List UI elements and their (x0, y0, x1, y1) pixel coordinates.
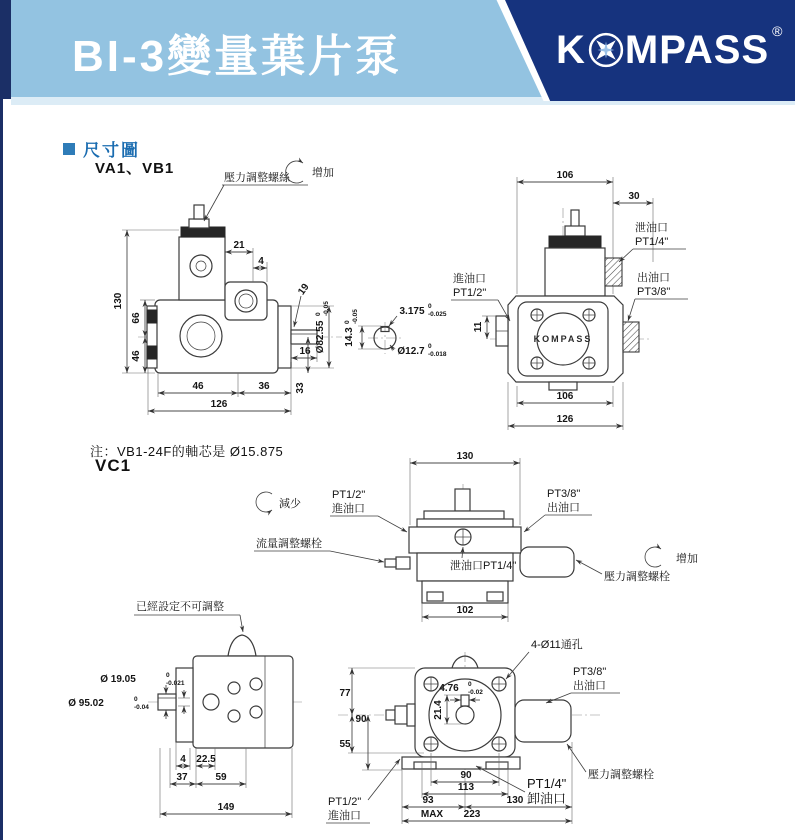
dim-21: 21 (233, 240, 245, 251)
dim-spigot-tol-top: 0 (315, 312, 322, 316)
dim-66: 66 (131, 312, 142, 324)
dim-vc1-90-left: 90 (355, 714, 367, 725)
dim-vc1-22-5: 22.5 (196, 754, 216, 765)
brand-letter-k: K (556, 28, 586, 72)
compass-icon (588, 32, 624, 68)
dim-46-bottom: 46 (192, 381, 204, 392)
label-vc1f-drain-size: PT1/4" (527, 776, 567, 791)
dim-102: 102 (456, 605, 474, 616)
label-inlet-port: 進油口 (453, 273, 486, 285)
dim-vc1-key-width-tol-bot: -0.02 (468, 689, 483, 696)
dim-126: 126 (210, 399, 228, 410)
label-outlet-port: 出油口 (637, 272, 670, 284)
dim-vc1-4: 4 (180, 754, 186, 765)
dim-4: 4 (258, 256, 264, 267)
dim-vc1-key-width: 4.76 (439, 683, 459, 694)
label-vc1f-drain: 卸油口 (527, 791, 567, 806)
pump-face-logo: KOMPASS (533, 334, 593, 344)
header-left-corner (0, 0, 11, 99)
dim-106-bottom: 106 (556, 391, 574, 402)
dim-30: 30 (628, 191, 640, 202)
dim-vc1-37: 37 (176, 772, 188, 783)
dim-vc1-shaft-dia: Ø 19.05 (100, 674, 136, 685)
dim-11: 11 (473, 321, 484, 333)
dim-vc1-spigot-tol-top: 0 (134, 696, 138, 703)
label-through-holes: 4-Ø11通孔 (531, 639, 583, 651)
label-outlet-size: PT3/8" (637, 286, 671, 298)
va1-shaft-detail (344, 303, 447, 358)
label-vc1-outlet-size: PT3/8" (547, 488, 581, 500)
brand-letters-rest: MPASS (624, 28, 770, 72)
dim-vc1-59: 59 (215, 772, 227, 783)
label-vc1f-inlet-size: PT1/2" (328, 796, 362, 808)
dim-key-width-tol-top: 0 (428, 303, 432, 310)
dim-106-top: 106 (556, 170, 574, 181)
dim-vc1-key-height: 21.4 (433, 700, 444, 720)
dim-key-height-tol-top: 0 (344, 320, 351, 324)
dim-shaft-dia-tol-top: 0 (428, 343, 432, 350)
dim-33: 33 (295, 382, 306, 394)
vc1-front-view (326, 637, 654, 824)
note-vb1-24f: 注：VB1-24F的軸芯是 Ø15.875 (90, 444, 284, 459)
label-preset: 已經設定不可調整 (136, 601, 224, 613)
label-vc1f-outlet-size: PT3/8" (573, 666, 607, 678)
dim-16: 16 (299, 346, 311, 357)
dim-key-width-tol-bot: -0.025 (428, 311, 447, 318)
label-increase: 增加 (312, 167, 334, 179)
dim-vc1-max: MAX (420, 809, 444, 820)
vc1-top-view (254, 451, 698, 622)
dim-46-vert: 46 (131, 350, 142, 362)
dim-vc1-55: 55 (339, 739, 351, 750)
dim-spigot-tol-bot: -0.05 (323, 301, 330, 316)
dim-130-top: 130 (456, 451, 474, 462)
dim-vc1-130-bottom: 130 (506, 795, 524, 806)
dim-key-height: 14.3 (344, 327, 355, 347)
label-vc1-drain: 泄油口PT1/4" (450, 560, 517, 572)
dim-shaft-dia-tol-bot: -0.018 (428, 351, 447, 358)
label-vc1-outlet: 出油口 (547, 502, 580, 514)
label-increase-vc1: 增加 (676, 553, 698, 565)
dim-vc1-149: 149 (217, 802, 235, 813)
label-drain-port: 泄油口 (635, 222, 668, 234)
dim-vc1-spigot-tol-bot: -0.04 (134, 704, 149, 711)
label-drain-size: PT1/4" (635, 236, 669, 248)
dim-vc1-shaft-tol-top: 0 (166, 672, 170, 679)
section-title-text: 尺寸圖 (83, 141, 140, 160)
registered-mark: ® (772, 23, 784, 39)
heading-vc1: VC1 (95, 456, 132, 475)
dim-shaft-dia: Ø12.7 (397, 346, 425, 357)
label-vc1-inlet: 進油口 (332, 503, 365, 515)
dim-36: 36 (258, 381, 270, 392)
label-vc1f-inlet: 進油口 (328, 810, 361, 822)
dim-spigot-dia: Ø82.55 (315, 320, 326, 354)
vc1-side-view (68, 599, 302, 818)
label-vc1-inlet-size: PT1/2" (332, 489, 366, 501)
dim-key-height-tol-bot: -0.05 (352, 309, 359, 324)
label-flow-bolt: 流量調整螺栓 (256, 538, 322, 550)
va1-side-view (113, 161, 342, 415)
page-title: BI-3變量葉片泵 (72, 32, 403, 81)
label-decrease: 減少 (279, 498, 301, 510)
dim-vc1-shaft-tol-bot: -0.021 (166, 680, 185, 687)
label-pressure-bolt-top: 壓力調整螺栓 (604, 571, 670, 583)
brand-logo (556, 23, 784, 72)
dim-vc1-77: 77 (339, 688, 351, 699)
label-inlet-size: PT1/2" (453, 287, 487, 299)
dim-key-width: 3.175 (399, 306, 425, 317)
dim-vc1-113: 113 (457, 782, 475, 793)
dim-vc1-93: 93 (422, 795, 434, 806)
dim-vc1-key-width-tol-top: 0 (468, 681, 472, 688)
increase-rotation-icon-vc1 (645, 547, 661, 567)
section-bullet-icon (63, 143, 75, 155)
heading-va1-vb1: VA1、VB1 (95, 160, 175, 177)
dim-126-front: 126 (556, 414, 574, 425)
dim-vc1-223: 223 (463, 809, 481, 820)
dim-130: 130 (113, 292, 124, 310)
dim-vc1-spigot-dia: Ø 95.02 (68, 698, 104, 709)
label-vc1f-outlet: 出油口 (573, 680, 606, 692)
decrease-rotation-icon (256, 492, 272, 512)
label-pressure-screw: 壓力調整螺絲 (224, 172, 290, 184)
label-pressure-bolt-front: 壓力調整螺栓 (588, 769, 654, 781)
dim-19: 19 (296, 281, 312, 298)
dim-vc1-90-bottom: 90 (460, 770, 472, 781)
va1-front-view (451, 170, 688, 430)
dimension-drawings (0, 115, 795, 840)
